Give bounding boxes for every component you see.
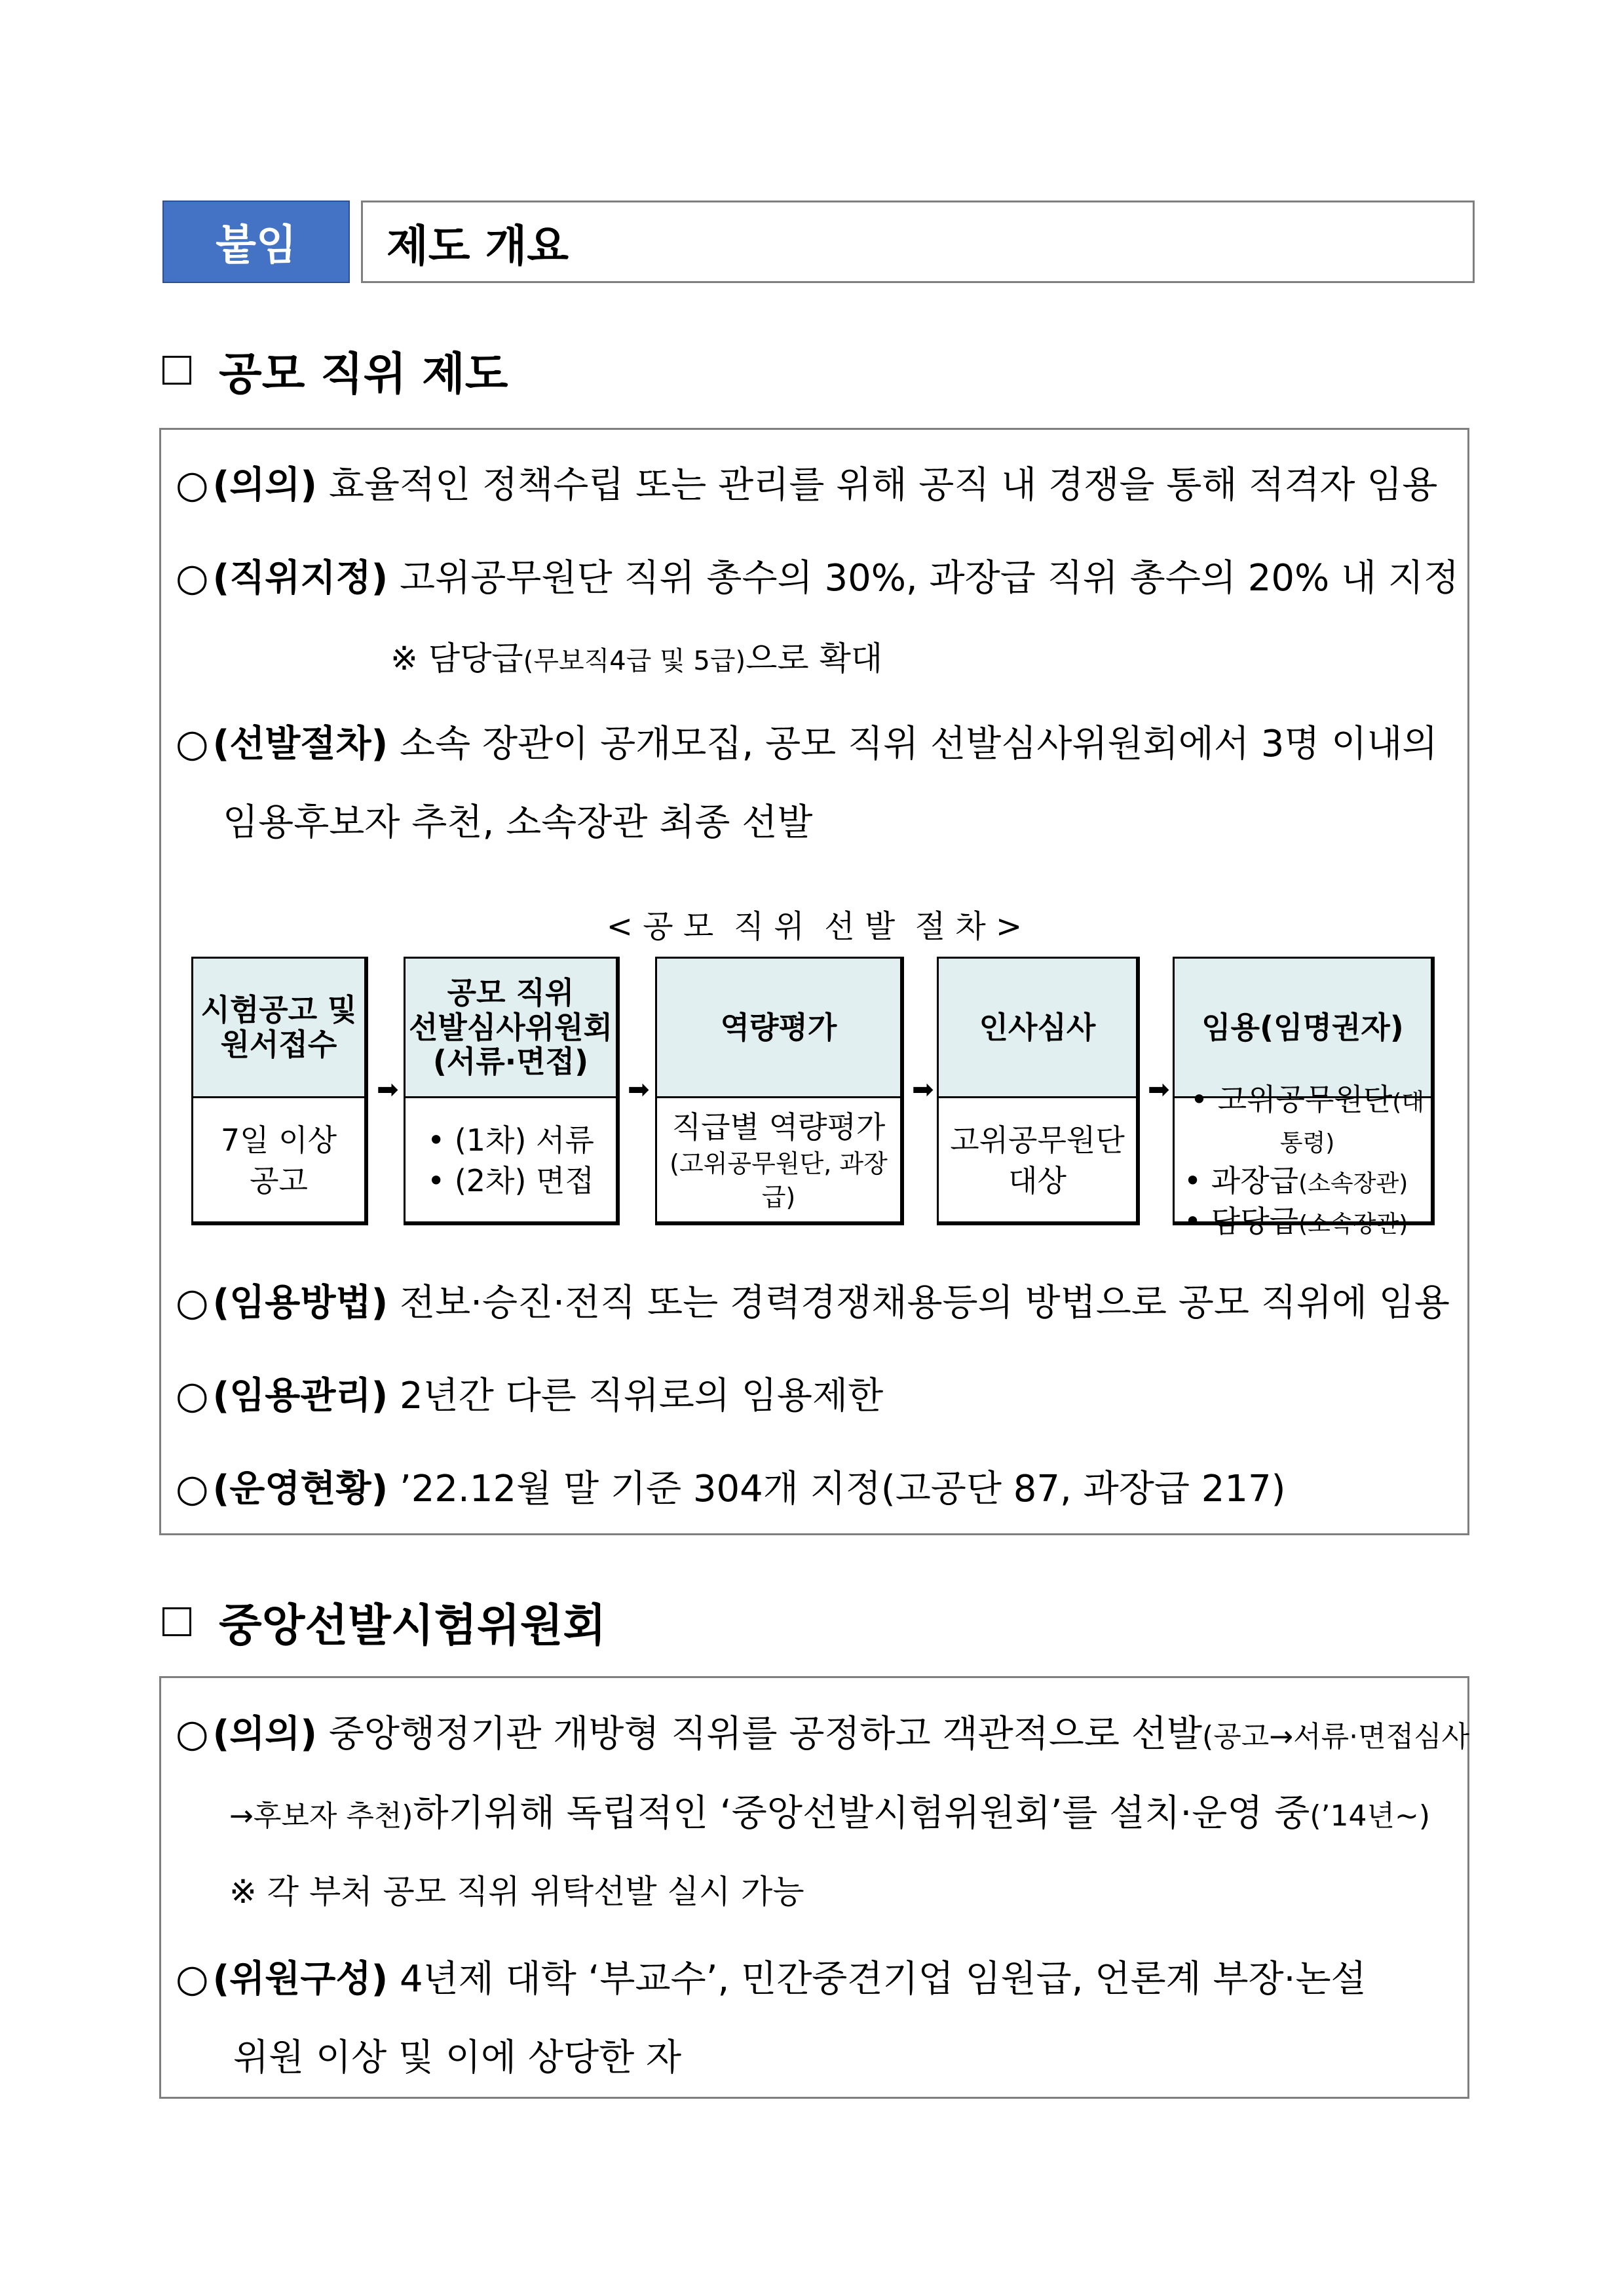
flow-step-2-title: 공모 직위 선발심사위원회 (서류·면접) — [406, 959, 616, 1098]
arrow-right-icon: ➡ — [377, 1075, 399, 1105]
checkbox-square-icon — [162, 356, 191, 385]
arrow-right-icon: ➡ — [628, 1075, 650, 1105]
flow-step-3-title: 역량평가 — [657, 959, 900, 1098]
arrow-right-icon: ➡ — [1148, 1075, 1170, 1105]
circle-bullet-icon: ○ — [176, 1466, 209, 1510]
section2-heading-text: 중앙선발시험위원회 — [219, 1599, 607, 1652]
flow-step-3 — [655, 957, 904, 1225]
flow-step-5-detail: • 고위공무원단(대통령) • 과장급(소속장관) • 담당급(소속장관) — [1184, 1081, 1425, 1240]
s2-item-purpose: ○ (의의) 중앙행정기관 개방형 직위를 공정하고 객관적으로 선발(공고→서류·면접심사 — [176, 1711, 1470, 1755]
arrow-right-icon: ➡ — [912, 1075, 934, 1105]
section2-heading — [162, 1592, 606, 1651]
flow-step-5-title: 임용(임명권자) — [1175, 959, 1431, 1098]
circle-bullet-icon: ○ — [176, 1956, 209, 2000]
flow-step-1 — [191, 957, 368, 1225]
s1-item-designation: ○ (직위지정) 고위공무원단 직위 총수의 30%, 과장급 직위 총수의 20% 내 지정 — [176, 555, 1460, 600]
circle-bullet-icon: ○ — [176, 555, 209, 600]
circle-bullet-icon: ○ — [176, 462, 209, 507]
s1-note: ※ 담당급(무보직4급 및 5급)으로 확대 — [390, 640, 883, 678]
s2-item-purpose-line2: →후보자 추천)하기위해 독립적인 ‘중앙선발시험위원회’를 설치·운영 중(’14년~) — [229, 1792, 1431, 1835]
flow-step-3-detail: 직급별 역량평가 (고위공무원단, 과장급) — [670, 1109, 888, 1212]
s1-item-method: ○ (임용방법) 전보·승진·전직 또는 경력경쟁채용등의 방법으로 공모 직위에 임용 — [176, 1280, 1450, 1324]
s2-item-members-line2: 위원 이상 및 이에 상당한 자 — [233, 2037, 682, 2079]
flow-step-5 — [1173, 957, 1435, 1240]
s1-item-procedure-line2: 임용후보자 추천, 소속장관 최종 선발 — [223, 801, 813, 844]
flow-step-4 — [937, 957, 1140, 1225]
section1-heading-text: 공모 직위 제도 — [219, 348, 508, 400]
s1-item-status: ○ (운영현황) ’22.12월 말 기준 304개 지정(고공단 87, 과장급 217) — [176, 1466, 1286, 1510]
circle-bullet-icon: ○ — [176, 721, 209, 765]
flow-step-4-detail: 고위공무원단 대상 — [950, 1122, 1125, 1198]
document-title: 제도 개요 — [361, 201, 1475, 283]
s1-item-management: ○ (임용관리) 2년간 다른 직위로의 임용제한 — [176, 1373, 884, 1417]
attachment-tag: 붙임 — [162, 201, 350, 283]
flow-step-2-detail: • (1차) 서류 • (2차) 면접 — [427, 1122, 594, 1198]
s1-item-procedure: ○ (선발절차) 소속 장관이 공개모집, 공모 직위 선발심사위원회에서 3명 이내의 — [176, 721, 1438, 765]
s2-note: ※ 각 부처 공모 직위 위탁선발 실시 가능 — [229, 1873, 804, 1911]
section1-heading — [162, 341, 508, 400]
s1-item-purpose: ○ (의의) 효율적인 정책수립 또는 관리를 위해 공직 내 경쟁을 통해 적격자 임용 — [176, 462, 1438, 507]
circle-bullet-icon: ○ — [176, 1711, 209, 1755]
flow-step-2 — [404, 957, 620, 1225]
checkbox-square-icon — [162, 1607, 191, 1636]
flow-step-1-detail: 7일 이상 공고 — [220, 1122, 337, 1198]
flow-step-4-title: 인사심사 — [939, 959, 1136, 1098]
circle-bullet-icon: ○ — [176, 1373, 209, 1417]
flow-step-1-title: 시험공고 및 원서접수 — [193, 959, 364, 1098]
flow-title: < 공 모 직 위 선 발 절 차 > — [606, 908, 1023, 945]
circle-bullet-icon: ○ — [176, 1280, 209, 1324]
s2-item-members: ○ (위원구성) 4년제 대학 ‘부교수’, 민간중견기업 임원급, 언론계 부장·논설 — [176, 1956, 1367, 2000]
